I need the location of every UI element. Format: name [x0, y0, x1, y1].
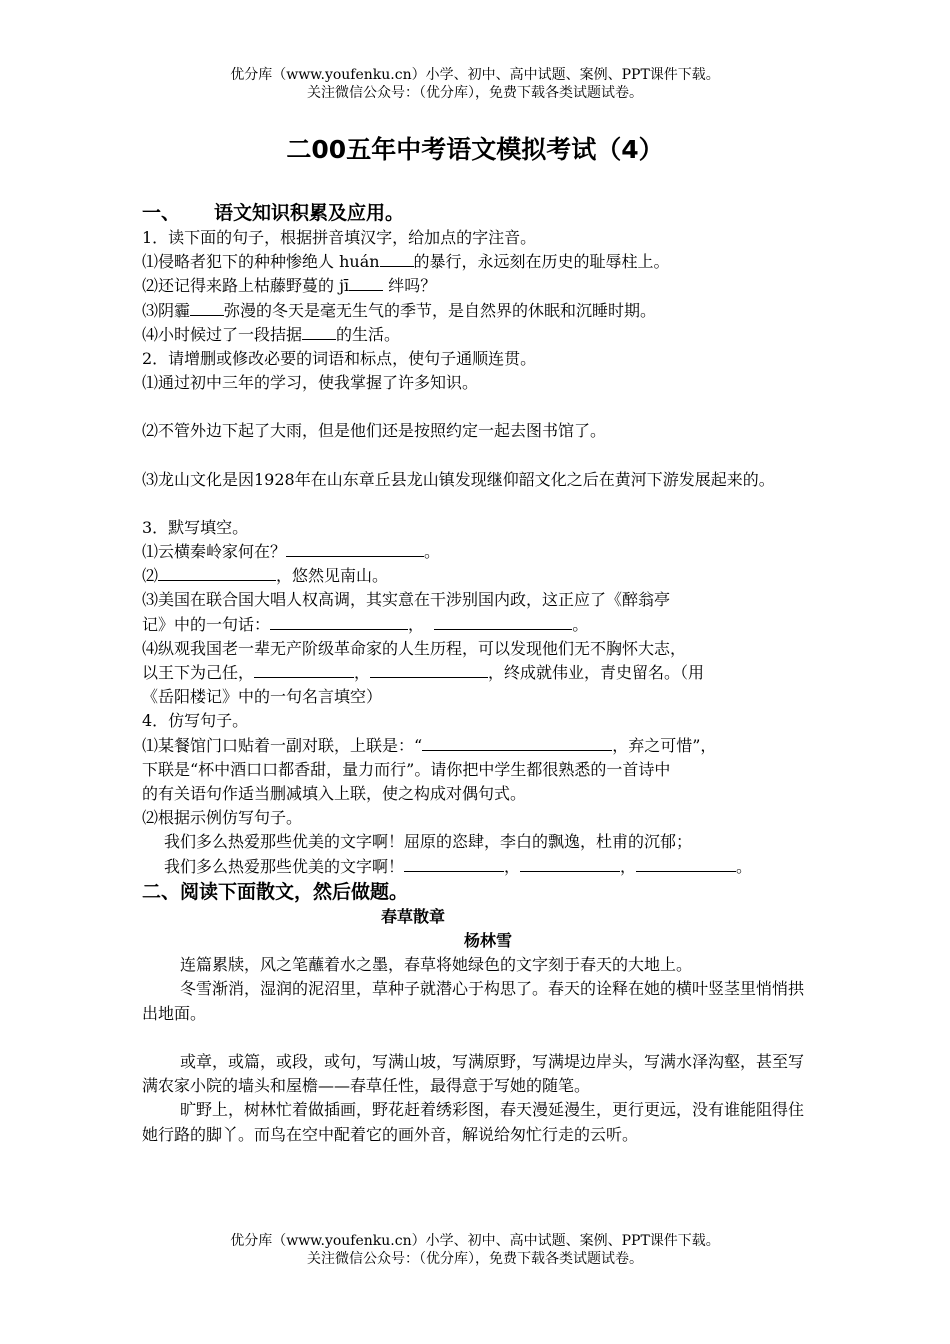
q1-item-2: ⑵还记得来路上枯藤野蔓的 jī 绊吗？: [142, 276, 437, 296]
answer-blank[interactable]: [190, 301, 224, 316]
answer-blank[interactable]: [302, 325, 336, 340]
header-line-1: 优分库（www.youfenku.cn）小学、初中、高中试题、案例、PPT课件下载。: [230, 67, 720, 83]
q3-item-3: ⑶美国在联合国大唱人权高调，其实意在干涉别国内政，这正应了《醉翁亭 记》中的一句话： ， 。: [142, 590, 671, 634]
q1-stem: 1．读下面的句子，根据拼音填汉字，给加点的字注音。: [142, 228, 537, 247]
answer-blank[interactable]: [380, 252, 414, 267]
document-title: 二00五年中考语文模拟考试（4）: [286, 135, 664, 164]
q2-item-3: ⑶龙山文化是因1928年在山东章丘县龙山镇发现继仰韶文化之后在黄河下游发展起来的。: [142, 469, 775, 489]
section-1-title: 语文知识积累及应用。: [214, 202, 405, 224]
q4-item-1: ⑴某餐馆门口贴着一副对联，上联是：“ ，弃之可惜”， 下联是“杯中酒口口都香甜，量力而行”。请你把中学生都很熟悉的一首诗中 的有关语句作适当删减填入上联，使之构成对偶句式。: [142, 735, 717, 804]
q2-item-2: ⑵不管外边下起了大雨，但是他们还是按照约定一起去图书馆了。: [142, 421, 607, 441]
essay-paragraph-4: 旷野上，树林忙着做插画，野花赶着绣彩图，春天漫延漫生，更行更远，没有谁能阻得住她行路的脚丫。而鸟在空中配着它的画外音，解说给匆忙行走的云听。: [142, 1100, 805, 1144]
header-line-2: 关注微信公众号：（优分库），免费下载各类试题试卷。: [307, 85, 643, 101]
answer-blank[interactable]: [286, 542, 424, 557]
page-header: [0, 66, 950, 102]
essay-title: 春草散章: [380, 906, 445, 926]
q3-item-1: ⑴云横秦岭家何在？ 。: [142, 542, 441, 562]
document-body: [142, 200, 814, 1147]
page-footer: [0, 1232, 950, 1268]
section-1-heading: [142, 200, 814, 226]
essay-paragraph-3: 或章，或篇，或段，或句，写满山坡，写满原野，写满堤边岸头，写满水泽沟壑，甚至写满农家小院的墙头和屋檐——春草任性，最得意于写她的随笔。: [142, 1051, 805, 1096]
q3-stem: 3．默写填空。: [142, 517, 249, 537]
footer-line-1: 优分库（www.youfenku.cn）小学、初中、高中试题、案例、PPT课件下载。: [230, 1233, 720, 1249]
answer-blank[interactable]: [520, 857, 620, 872]
essay-author: 杨林雪: [463, 931, 512, 951]
q4-task: 我们多么热爱那些优美的文字啊！ ， ， 。: [164, 856, 753, 876]
answer-blank[interactable]: [349, 276, 383, 291]
answer-blank[interactable]: [270, 615, 408, 630]
essay-paragraph-1: 连篇累牍，风之笔蘸着水之墨，春草将她绿色的文字刻于春天的大地上。: [180, 955, 693, 975]
answer-blank[interactable]: [404, 857, 504, 872]
answer-blank[interactable]: [434, 615, 572, 630]
answer-blank[interactable]: [254, 663, 354, 678]
q1-item-1: ⑴侵略者犯下的种种惨绝人 huán 的暴行，永远刻在历史的耻辱柱上。: [142, 252, 670, 272]
section-2-heading: 二、阅读下面散文，然后做题。: [142, 880, 409, 903]
footer-line-2: 关注微信公众号：（优分库），免费下载各类试题试卷。: [307, 1251, 643, 1267]
q3-item-2: ⑵ ，悠然见南山。: [142, 566, 389, 586]
answer-blank[interactable]: [636, 857, 736, 872]
section-1-number: 一、: [142, 202, 181, 224]
answer-blank[interactable]: [422, 736, 612, 751]
q2-item-1: ⑴通过初中三年的学习，使我掌握了许多知识。: [142, 373, 479, 393]
q4-item-2-stem: ⑵根据示例仿写句子。: [142, 808, 303, 828]
q1-item-3: ⑶阴霾 弥漫的冬天是毫无生气的季节，是自然界的休眠和沉睡时期。: [142, 300, 657, 320]
answer-blank[interactable]: [158, 566, 276, 581]
q3-item-4: ⑷纵观我国老一辈无产阶级革命家的人生历程，可以发现他们无不胸怀大志， 以王下为己任， ， ，终成就伟业，青史留名。（用 《岳阳楼记》中的一句名言填空）: [142, 638, 705, 707]
q4-stem: 4．仿写句子。: [142, 711, 249, 731]
answer-blank[interactable]: [370, 663, 488, 678]
q2-stem: 2．请增删或修改必要的词语和标点，使句子通顺连贯。: [142, 349, 537, 369]
q4-example: 我们多么热爱那些优美的文字啊！屈原的恣肆，李白的飘逸，杜甫的沉郁；: [164, 832, 693, 852]
q1-item-4: ⑷小时候过了一段拮据 的生活。: [142, 324, 401, 344]
essay-paragraph-2: 冬雪渐消，湿润的泥沼里，草种子就潜心于构思了。春天的诠释在她的横叶竖茎里悄悄拱出地面。: [142, 979, 805, 1023]
